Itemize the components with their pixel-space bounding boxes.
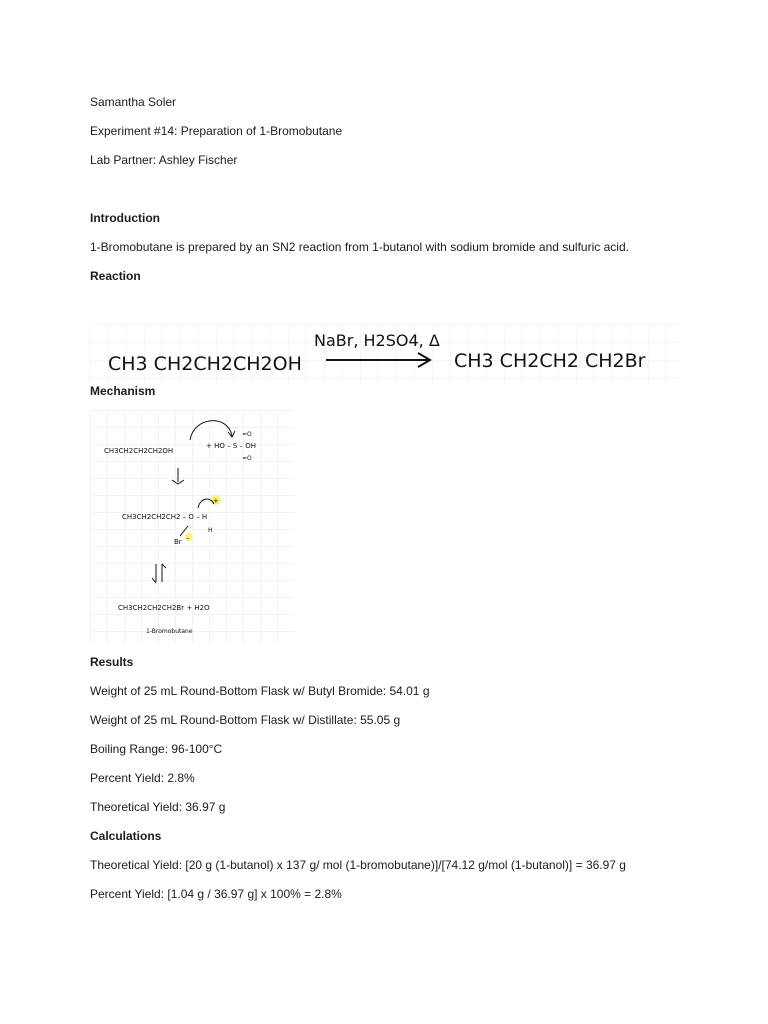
result-item: Weight of 25 mL Round-Bottom Flask w/ Distillate: 55.05 g <box>90 713 401 727</box>
svg-text:=O: =O <box>242 455 252 462</box>
result-item: Theoretical Yield: 36.97 g <box>90 800 226 814</box>
reactant-formula: CH3 CH2CH2CH2OH <box>108 353 302 375</box>
reaction-equation-image <box>90 324 678 384</box>
mechanism-heading: Mechanism <box>90 384 156 398</box>
mechanism-diagram-image <box>90 410 294 642</box>
result-item: Percent Yield: 2.8% <box>90 771 195 785</box>
mechanism-step2-hydrogen: H <box>208 527 213 534</box>
result-item: Weight of 25 mL Round-Bottom Flask w/ Butyl Bromide: 54.01 g <box>90 684 430 698</box>
lab-partner: Lab Partner: Ashley Fischer <box>90 153 238 167</box>
reaction-heading: Reaction <box>90 269 141 283</box>
results-heading: Results <box>90 655 134 669</box>
mechanism-step2-oxonium: CH3CH2CH2CH2 – O – H <box>122 513 208 521</box>
introduction-text: 1-Bromobutane is prepared by an SN2 reaction from 1-butanol with sodium bromide and sulfuric acid. <box>90 240 629 254</box>
mechanism-bromide-ion: Br <box>174 538 182 546</box>
calculation-item: Theoretical Yield: [20 g (1-butanol) x 137 g/ mol (1-bromobutane)]/[74.12 g/mol (1-butanol)] = 36.97 g <box>90 858 626 872</box>
mechanism-step3-products: CH3CH2CH2CH2Br + H2O <box>118 604 210 612</box>
reagents-label: NaBr, H2SO4, Δ <box>314 331 440 350</box>
svg-text:–: – <box>186 534 190 542</box>
experiment-title: Experiment #14: Preparation of 1-Bromobutane <box>90 124 343 138</box>
calculations-heading: Calculations <box>90 829 162 843</box>
calculation-item: Percent Yield: [1.04 g / 36.97 g] x 100% = 2.8% <box>90 887 342 901</box>
author-name: Samantha Soler <box>90 95 177 109</box>
svg-text:+: + <box>213 497 219 505</box>
product-formula: CH3 CH2CH2 CH2Br <box>454 350 646 372</box>
result-item: Boiling Range: 96-100°C <box>90 742 223 756</box>
mechanism-step1-butanol: CH3CH2CH2CH2OH <box>104 447 174 455</box>
mechanism-step1-sulfuric-acid: + HO – S – OH <box>206 442 256 450</box>
introduction-heading: Introduction <box>90 211 160 225</box>
svg-text:=O: =O <box>242 431 252 438</box>
mechanism-product-label: 1-Bromobutane <box>146 628 193 635</box>
